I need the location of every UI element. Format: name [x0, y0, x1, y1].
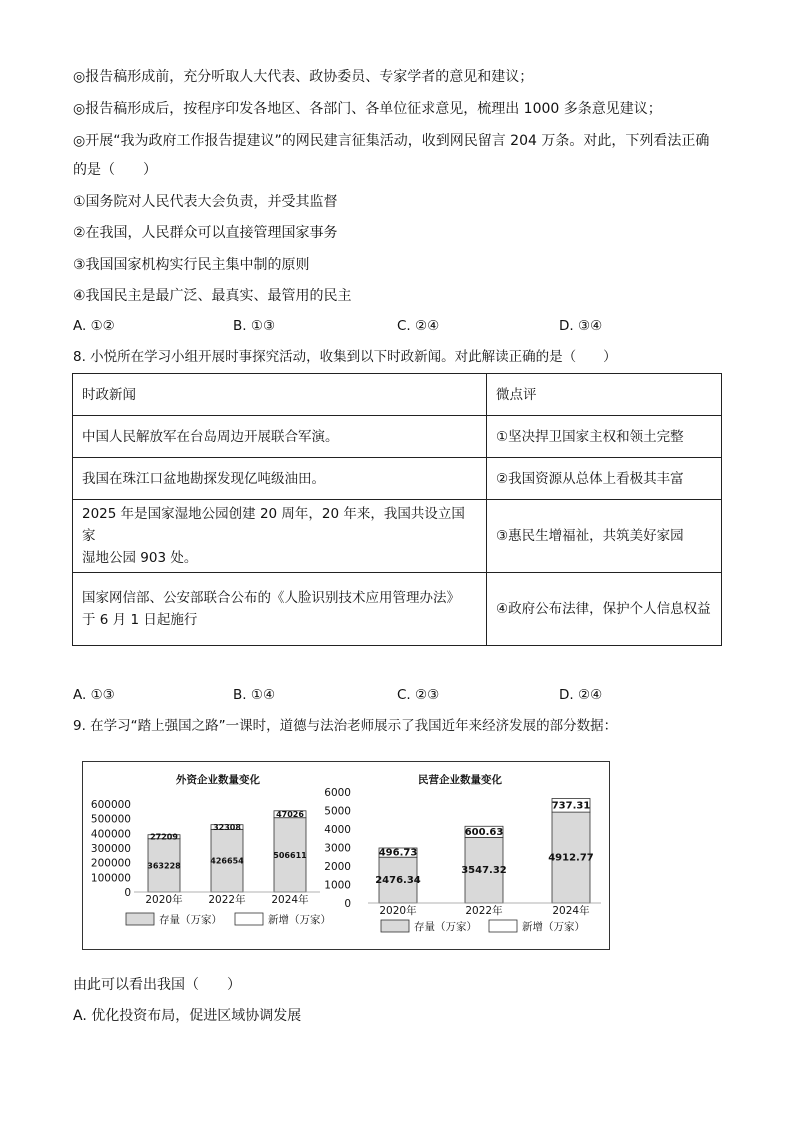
- q9-after-chart: 由此可以看出我国（ ）: [73, 977, 241, 993]
- y-tick-label: 200000: [90, 857, 131, 870]
- legend-label: 存量（万家）: [159, 914, 222, 926]
- bar-new-label: 27209: [150, 832, 178, 842]
- y-tick-label: 3000: [324, 842, 351, 855]
- news-table-header: [73, 374, 722, 416]
- q7-option-b[interactable]: B. ①③: [233, 318, 276, 334]
- x-tick-label: 2022年: [208, 894, 246, 906]
- legend-label: 存量（万家）: [414, 921, 477, 933]
- y-tick-label: 500000: [90, 813, 131, 826]
- news-cell: 2025 年是国家湿地公园创建 20 周年，20 年来，我国共设立国家 湿地公园 903 处。: [73, 500, 487, 573]
- y-tick-label: 300000: [90, 843, 131, 855]
- y-tick-label: 4000: [324, 824, 351, 836]
- news-cell: 我国在珠江口盆地勘探发现亿吨级油田。: [73, 458, 487, 500]
- q7-statement-2: ②在我国，人民群众可以直接管理国家事务: [73, 225, 338, 241]
- bar-new-label: 47026: [276, 810, 304, 820]
- y-tick-label: 0: [124, 887, 131, 899]
- q8-stem: 8. 小悦所在学习小组开展时事探究活动，收集到以下时政新闻。对此解读正确的是（ ）: [73, 349, 617, 365]
- comment-cell: ②我国资源从总体上看极其丰富: [487, 458, 722, 500]
- comment-cell: ③惠民生增福祉，共筑美好家园: [487, 500, 722, 573]
- bar-new-label: 600.63: [464, 826, 504, 838]
- legend-label: 新增（万家）: [268, 914, 331, 926]
- q7-option-d[interactable]: D. ③④: [559, 318, 603, 334]
- bar-stock-label: 4912.77: [548, 852, 594, 864]
- intro-line-3: ◎开展“我为政府工作报告提建议”的网民建言征集活动，收到网民留言 204 万条。对此，下列看法正确: [73, 133, 710, 149]
- y-tick-label: 2000: [324, 861, 351, 873]
- bar-stock-label: 3547.32: [461, 865, 507, 877]
- x-tick-label: 2024年: [552, 905, 590, 917]
- bar-stock-label: 363228: [147, 861, 181, 871]
- comment-cell: ④政府公布法律，保护个人信息权益: [487, 573, 722, 646]
- intro-line-1: ◎报告稿形成前，充分听取人大代表、政协委员、专家学者的意见和建议；: [73, 69, 534, 85]
- intro-line-2: ◎报告稿形成后，按程序印发各地区、各部门、各单位征求意见，梳理出 1000 多条意见建议；: [73, 101, 662, 117]
- x-tick-label: 2022年: [465, 905, 503, 917]
- x-tick-label: 2020年: [379, 905, 417, 917]
- q8-option-d[interactable]: D. ②④: [559, 687, 603, 703]
- bar-stock-label: 506611: [273, 850, 307, 860]
- news-table: [72, 373, 722, 646]
- y-tick-label: 400000: [90, 828, 131, 841]
- header-comment: 微点评: [487, 374, 722, 416]
- charts-svg: [83, 762, 609, 949]
- q7-option-a[interactable]: A. ①②: [73, 318, 115, 334]
- y-tick-label: 100000: [90, 872, 131, 885]
- q7-statement-3: ③我国国家机构实行民主集中制的原则: [73, 257, 310, 273]
- q7-option-c[interactable]: C. ②④: [397, 318, 440, 334]
- q8-option-c[interactable]: C. ②③: [397, 687, 440, 703]
- y-tick-label: 1000: [324, 879, 351, 892]
- chart-title: 外资企业数量变化: [176, 774, 260, 786]
- q7-statement-1: ①国务院对人民代表大会负责，并受其监督: [73, 194, 338, 210]
- legend-swatch: [381, 920, 409, 932]
- y-tick-label: 0: [344, 898, 351, 910]
- y-tick-label: 6000: [324, 787, 351, 799]
- table-row: [73, 458, 722, 500]
- table-row: [73, 573, 722, 646]
- legend-swatch: [126, 913, 154, 925]
- news-cell: 国家网信部、公安部联合公布的《人脸识别技术应用管理办法》 于 6 月 1 日起施行: [73, 573, 487, 646]
- y-tick-label: 600000: [90, 799, 131, 811]
- x-tick-label: 2024年: [271, 894, 309, 906]
- q7-statement-4: ④我国民主是最广泛、最真实、最管用的民主: [73, 288, 352, 304]
- table-row: [73, 416, 722, 458]
- q9-option-a[interactable]: A. 优化投资布局，促进区域协调发展: [73, 1008, 302, 1024]
- news-cell: 中国人民解放军在台岛周边开展联合军演。: [73, 416, 487, 458]
- table-row: [73, 500, 722, 573]
- bar-stock-label: 2476.34: [375, 875, 421, 887]
- bar-new-label: 32308: [213, 823, 241, 833]
- x-tick-label: 2020年: [145, 894, 183, 906]
- chart-figure: [82, 761, 610, 950]
- bar-new-label: 737.31: [551, 800, 591, 812]
- legend-swatch: [489, 920, 517, 932]
- bar-stock-label: 426654: [210, 856, 244, 866]
- bar-new-label: 496.73: [378, 847, 418, 859]
- q8-option-a[interactable]: A. ①③: [73, 687, 115, 703]
- q8-option-b[interactable]: B. ①④: [233, 687, 276, 703]
- chart-title: 民营企业数量变化: [418, 774, 502, 786]
- q9-stem: 9. 在学习“踏上强国之路”一课时，道德与法治老师展示了我国近年来经济发展的部分数据：: [73, 718, 618, 734]
- comment-cell: ①坚决捍卫国家主权和领土完整: [487, 416, 722, 458]
- legend-swatch: [235, 913, 263, 925]
- intro-line-4: 的是（ ）: [73, 162, 157, 178]
- header-news: 时政新闻: [73, 374, 487, 416]
- legend-label: 新增（万家）: [522, 921, 585, 933]
- y-tick-label: 5000: [324, 805, 351, 818]
